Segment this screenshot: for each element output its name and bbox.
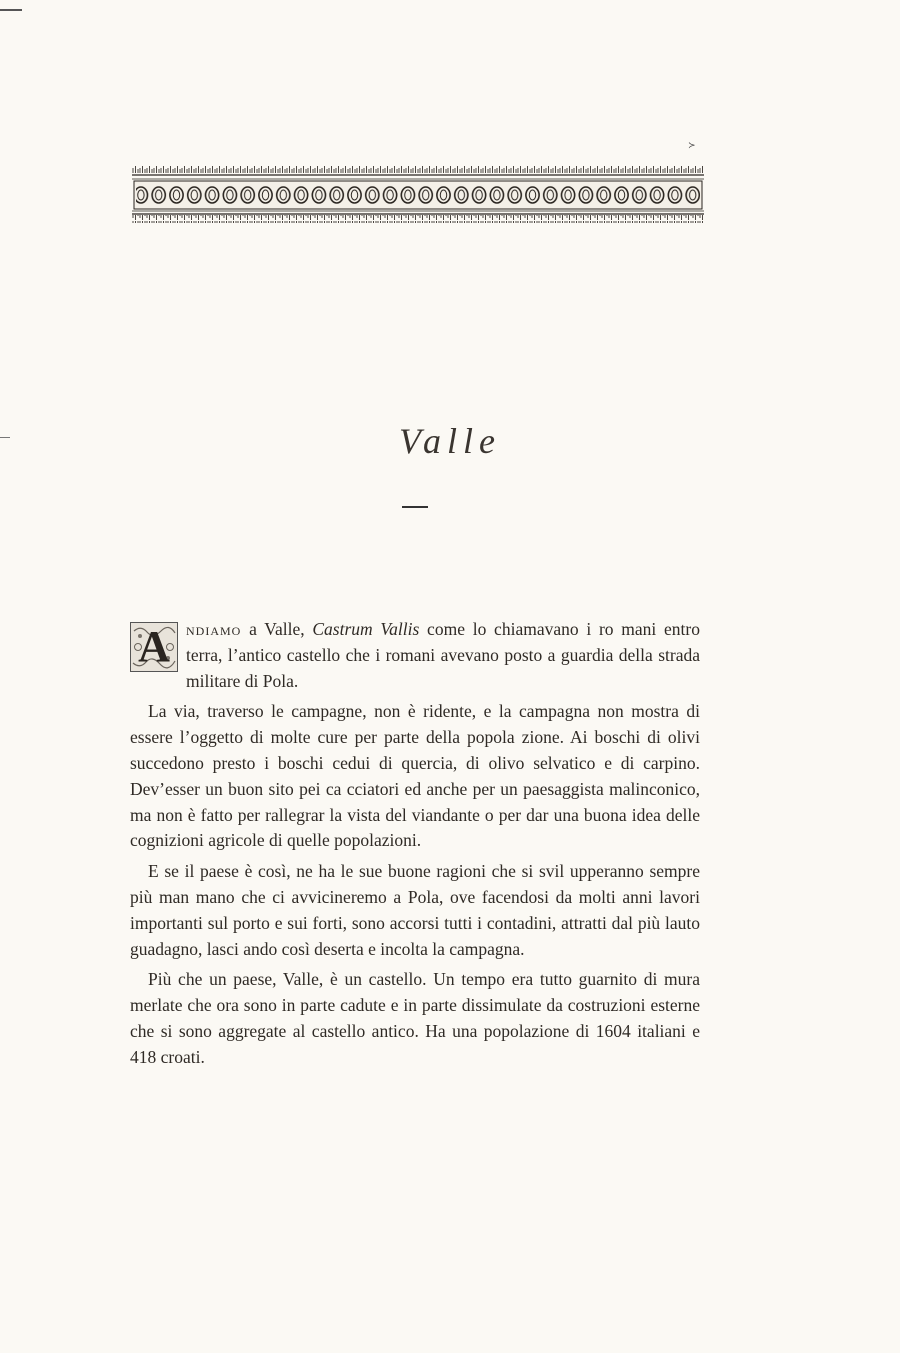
paragraph: Più che un paese, Valle, è un castello. Un tempo era tutto guarnito di mura merlate che ora sono in parte cadute e in parte dissimulate da costruzioni esterne che si sono aggregate al castello antico. Ha una popolazione di 1604 italiani e 418 croati. — [130, 969, 700, 1067]
title-rule — [402, 506, 428, 508]
paragraph — [130, 617, 700, 694]
edge-mark — [0, 9, 22, 11]
decorative-header-ornament — [132, 165, 704, 223]
initial-letter: A — [138, 622, 170, 671]
corner-mark: ≻ — [688, 140, 696, 150]
latin-name: Castrum Vallis — [312, 619, 420, 639]
text-run: come lo chiamavano i ro mani entro terra, l’antico castello che i romani avevano posto a guardia della strada militare di Pola. — [186, 619, 700, 691]
paragraph: La via, traverso le campagne, non è ridente, e la campagna non mostra di essere l’oggetto di molte cure per parte della popola zione. Ai boschi di olivi succedono presto i boschi cedui di quercia, di olivo selvatico e di carpino. Dev’esser un buon sito pei ca cciatori ed anche per un paesaggista malinconico, ma non è fatto per rallegrar la vista del viandante o per dar una buona idea delle cognizioni agricole di quelle popolazioni. — [130, 701, 700, 851]
text-run: a Valle, — [241, 619, 313, 639]
paragraph: E se il paese è così, ne ha le sue buone ragioni che si svil upperanno sempre più man mano che ci avvicineremo a Pola, ove facendosi da molti anni lavori importanti sul porto e sui forti, sono accorsi tutti i contadini, attratti dal più lauto guadagno, lasci ando così deserta e incolta la campagna. — [130, 861, 700, 959]
lead-word: ndiamo — [186, 619, 242, 639]
chapter-title: Valle — [399, 421, 501, 461]
body-text — [130, 617, 700, 1071]
decorated-initial — [130, 622, 178, 672]
